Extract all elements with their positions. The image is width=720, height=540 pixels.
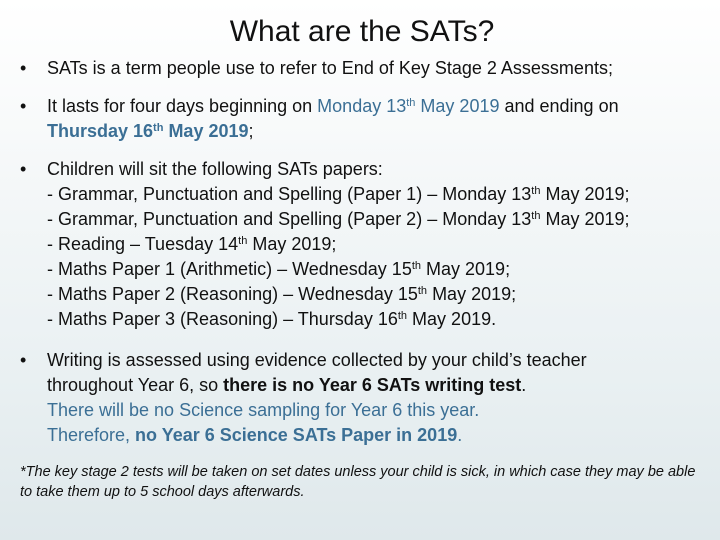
start-date: Monday 13th May 2019	[317, 96, 500, 116]
dates-end-punct: ;	[248, 121, 254, 141]
bullet-test-dates	[20, 94, 710, 144]
end-date: Thursday 16th May 2019	[47, 121, 249, 141]
bullet-writing-science	[20, 348, 710, 448]
paper-item: - Grammar, Punctuation and Spelling (Paper 2) – Monday 13th May 2019;	[47, 209, 630, 229]
bullet-point-icon: •	[20, 58, 27, 78]
science-line-1: There will be no Science sampling for Year 6 this year.	[47, 400, 480, 420]
bullet-sats-definition	[20, 56, 710, 81]
dates-mid: and ending on	[499, 96, 619, 116]
bullet-text: SATs is a term people use to refer to End of Key Stage 2 Assessments;	[47, 58, 613, 78]
bullet-point-icon: •	[20, 159, 27, 179]
paper-item: - Maths Paper 1 (Arithmetic) – Wednesday 15th May 2019;	[47, 259, 511, 279]
paper-item: - Maths Paper 3 (Reasoning) – Thursday 16th May 2019.	[47, 309, 497, 329]
bullet-papers	[20, 157, 710, 332]
bullet-point-icon: •	[20, 96, 27, 116]
paper-item: - Grammar, Punctuation and Spelling (Paper 1) – Monday 13th May 2019;	[47, 184, 630, 204]
slide-title: What are the SATs?	[229, 15, 495, 48]
science-line-2: Therefore, no Year 6 Science SATs Paper in 2019.	[47, 425, 463, 445]
writing-line-2: throughout Year 6, so there is no Year 6 SATs writing test.	[47, 375, 527, 395]
bullet-text	[47, 157, 710, 332]
bullet-text	[47, 94, 710, 144]
footnote: *The key stage 2 tests will be taken on set dates unless your child is sick, in which case they may be able to take them up to 5 school days afterwards.	[20, 464, 696, 500]
dates-intro: It lasts for four days beginning on	[47, 96, 318, 116]
paper-item: - Maths Paper 2 (Reasoning) – Wednesday 15th May 2019;	[47, 284, 517, 304]
paper-item: - Reading – Tuesday 14th May 2019;	[47, 234, 337, 254]
bullet-point-icon: •	[20, 350, 27, 370]
writing-line-1: Writing is assessed using evidence collected by your child’s teacher	[47, 350, 587, 370]
papers-intro: Children will sit the following SATs papers:	[47, 159, 383, 179]
bullet-text	[47, 348, 710, 448]
